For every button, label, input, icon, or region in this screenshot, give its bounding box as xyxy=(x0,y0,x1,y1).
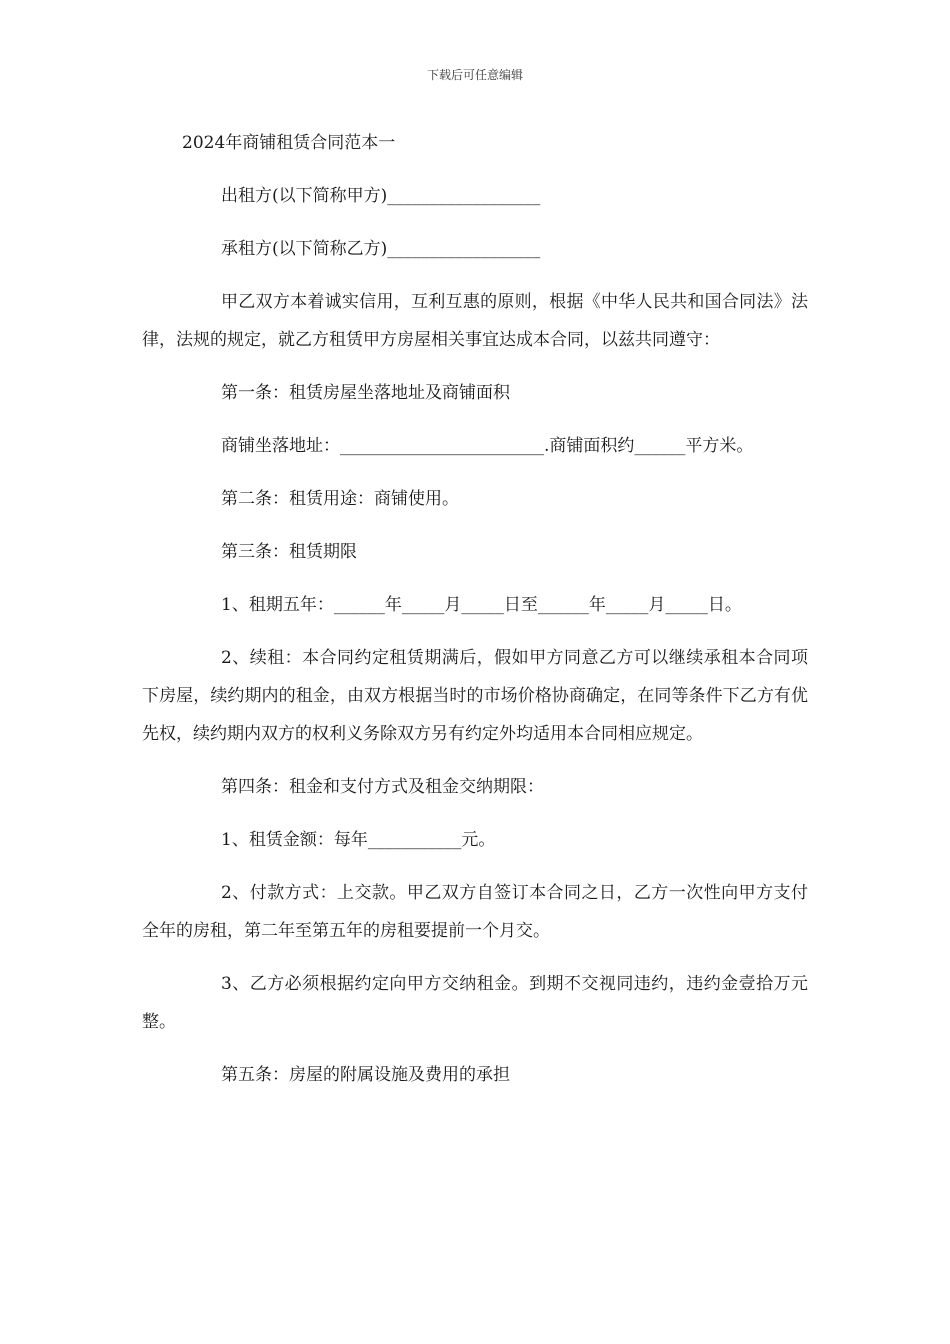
article-3-heading: 第三条：租赁期限 xyxy=(221,542,357,562)
article-1-heading: 第一条：租赁房屋坐落地址及商铺面积 xyxy=(221,383,510,403)
article-4-item-3: 3、乙方必须根据约定向甲方交纳租金。到期不交视同违约，违约金壹拾万元整。 xyxy=(142,974,808,1032)
document-title: 2024年商铺租赁合同范本一 xyxy=(182,133,396,153)
header-note: 下载后可任意编辑 xyxy=(426,68,523,82)
article-3-item-2: 2、续租：本合同约定租赁期满后，假如甲方同意乙方可以继续承租本合同项下房屋，续约期内的租金，由双方根据当时的市场价格协商确定，在同等条件下乙方有优先权，续约期内双方的权利义务除双方另有约定外均适用本合同相应规定。 xyxy=(142,648,808,744)
party-a-line: 出租方(以下简称甲方)__________________ xyxy=(221,186,541,206)
article-4-heading: 第四条：租金和支付方式及租金交纳期限： xyxy=(221,777,544,797)
article-4-item-1: 1、租赁金额：每年___________元。 xyxy=(221,830,496,850)
document-body xyxy=(142,124,808,1094)
article-2: 第二条：租赁用途：商铺使用。 xyxy=(221,489,459,509)
article-5-heading: 第五条：房屋的附属设施及费用的承担 xyxy=(221,1065,510,1085)
preamble-paragraph: 甲乙双方本着诚实信用，互利互惠的原则，根据《中华人民共和国合同法》法律，法规的规定，就乙方租赁甲方房屋相关事宜达成本合同，以兹共同遵守： xyxy=(142,292,808,350)
party-b-line: 承租方(以下简称乙方)__________________ xyxy=(221,239,541,259)
article-1-address: 商铺坐落地址：________________________.商铺面积约______平方米。 xyxy=(221,436,754,456)
article-4-item-2: 2、付款方式：上交款。甲乙双方自签订本合同之日，乙方一次性向甲方支付全年的房租，第二年至第五年的房租要提前一个月交。 xyxy=(142,883,808,941)
article-3-item-1: 1、租期五年：______年_____月_____日至______年_____月_____日。 xyxy=(221,595,742,615)
